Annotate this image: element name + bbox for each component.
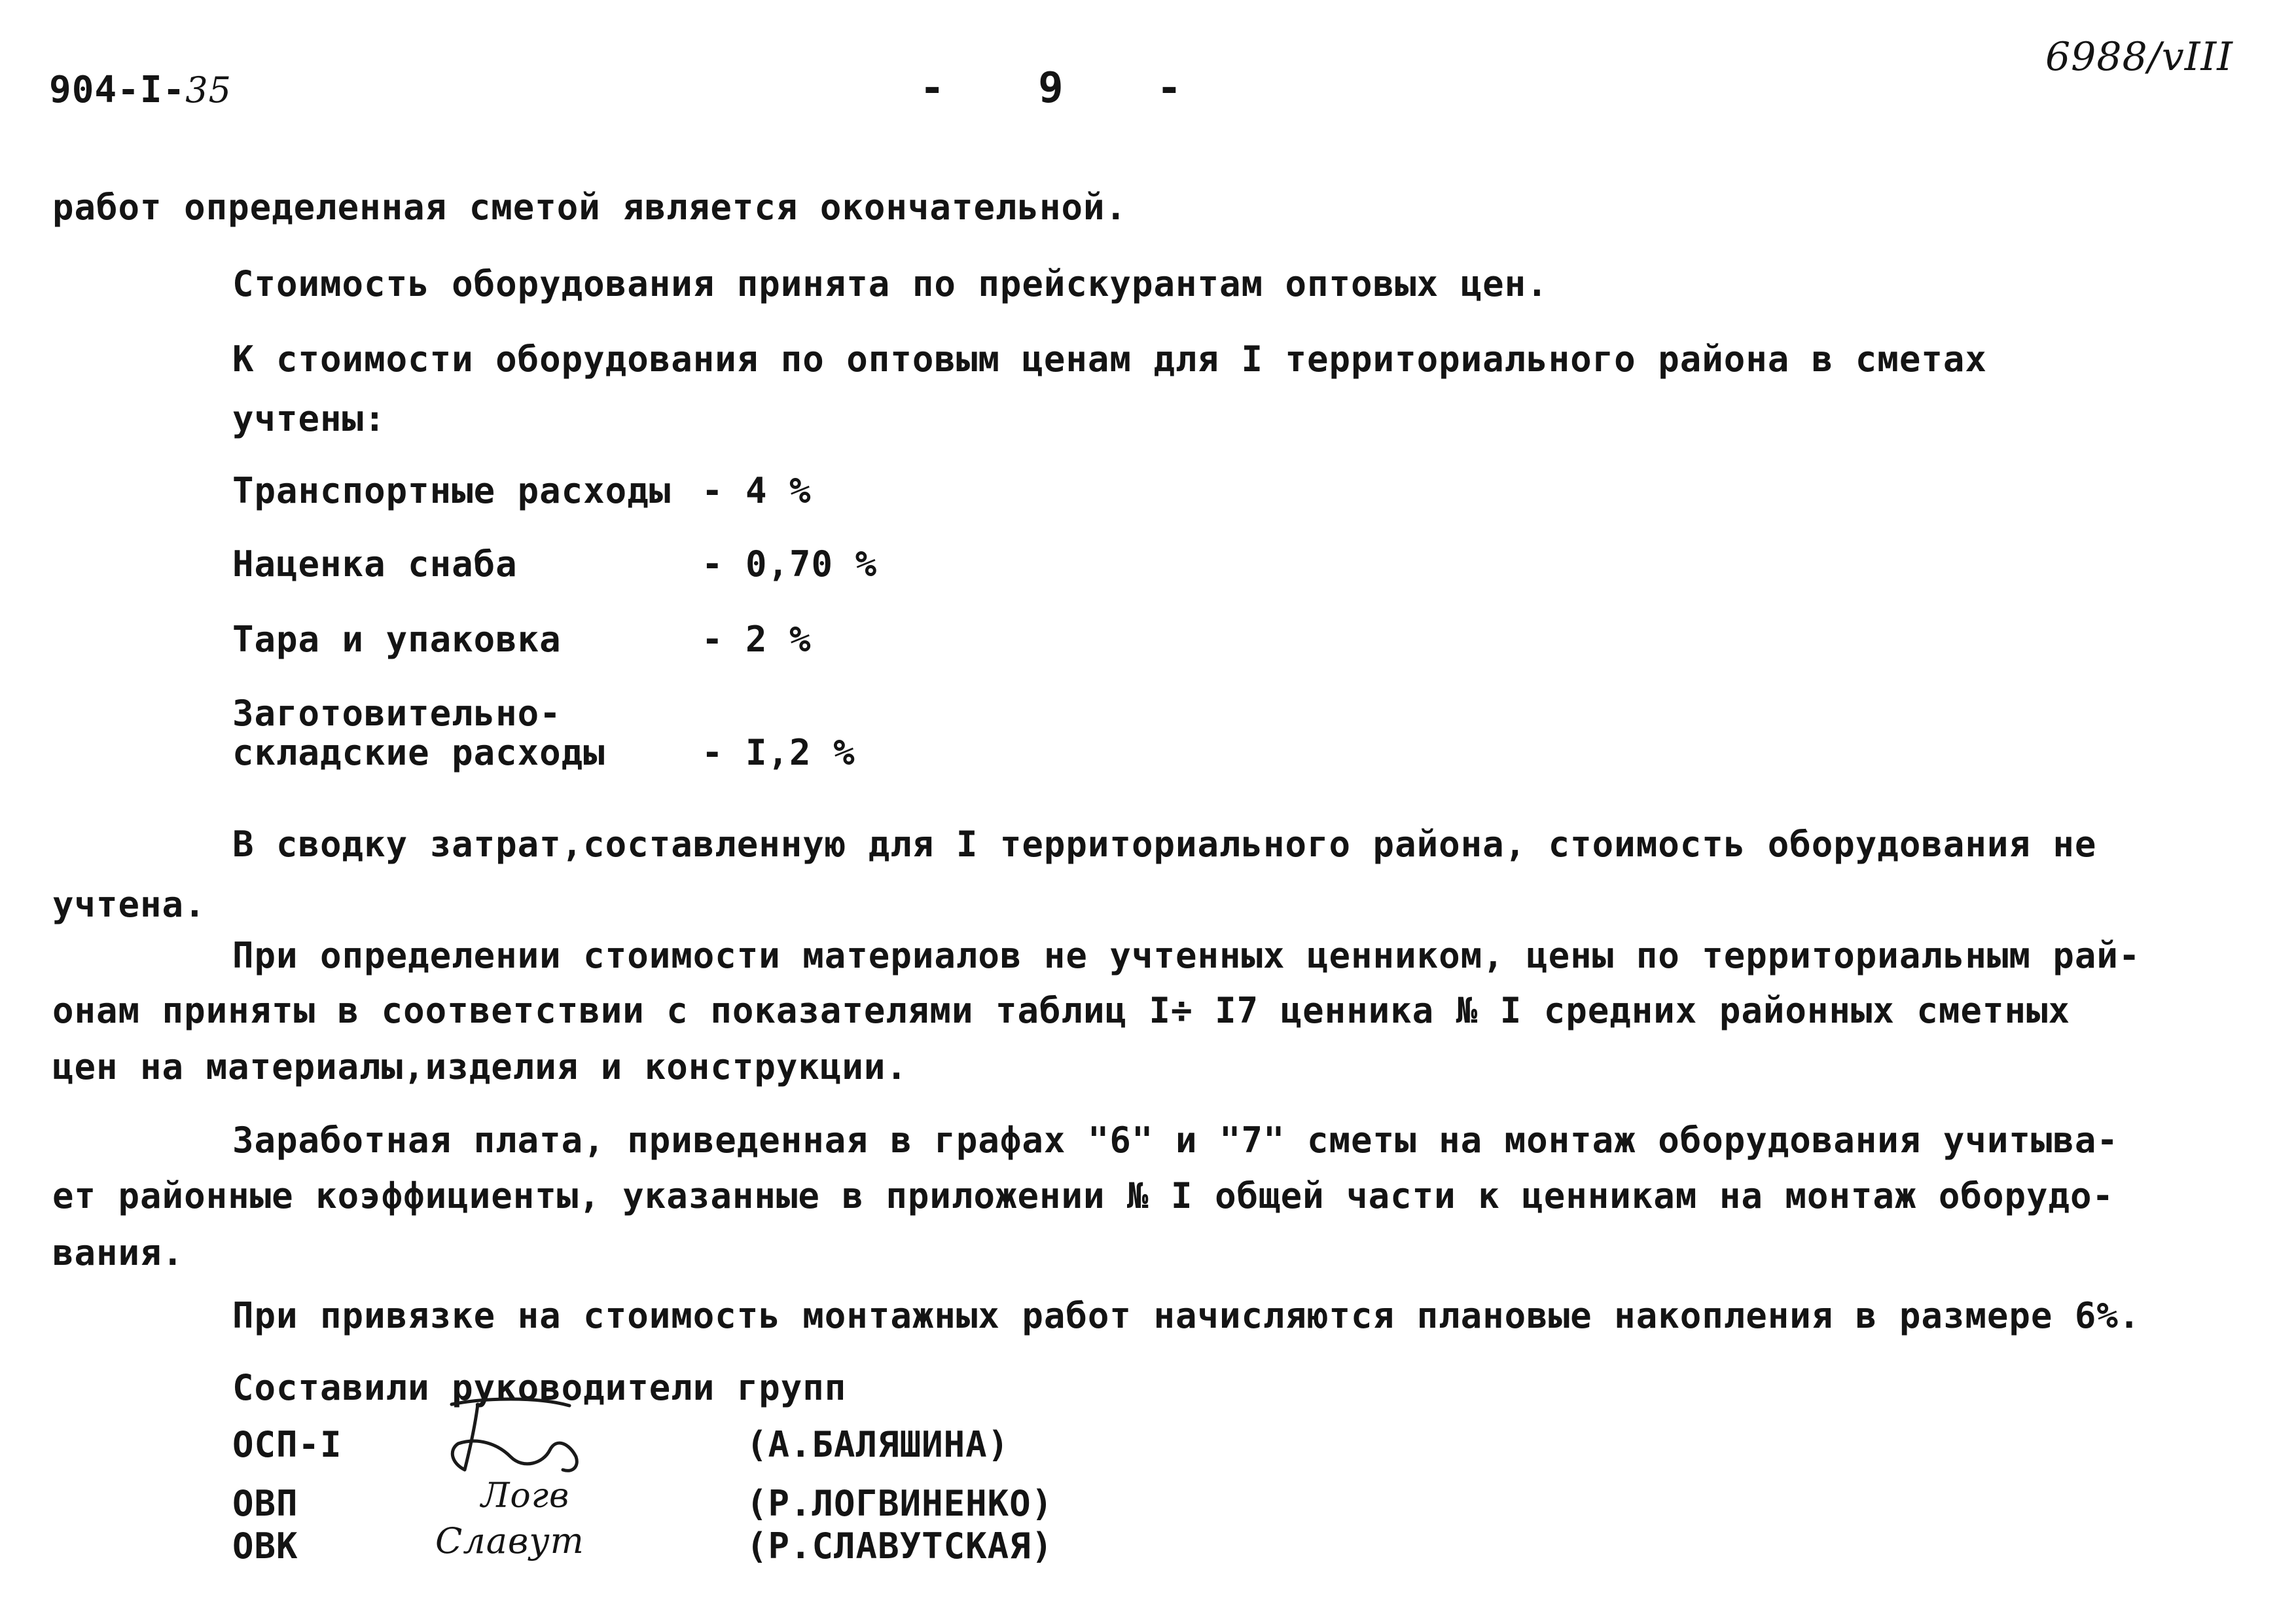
signature-name: (А.БАЛЯШИНА) <box>746 1424 1010 1465</box>
signatures-title: Составили руководители групп <box>232 1367 847 1408</box>
signature-name: (Р.СЛАВУТСКАЯ) <box>746 1525 1054 1567</box>
doc-code-suffix: 35 <box>185 69 232 111</box>
charge-name: Наценка снаба <box>232 543 518 585</box>
charge-value: - 4 % <box>702 470 812 511</box>
charge-value: - I,2 % <box>702 732 855 773</box>
para-materials-line-a: При определении стоимости материалов не учтенных ценником, цены по территориальным рай- <box>232 935 2141 976</box>
charge-name: Заготовительно- <box>232 693 562 734</box>
signature-dept: ОВП <box>232 1483 298 1524</box>
para-materials-line-c: цен на материалы,изделия и конструкции. <box>52 1046 908 1087</box>
body-line-3b: учтены: <box>232 398 386 439</box>
doc-code-main: 904-I- <box>49 69 186 111</box>
para-wages-line-b: ет районные коэффициенты, указанные в приложении № I общей части к ценникам на монтаж оборудо- <box>52 1175 2115 1216</box>
body-line-1: работ определенная сметой является окончательной. <box>52 187 1128 228</box>
para-savings: При привязке на стоимость монтажных работ начисляются плановые накопления в размере 6%. <box>232 1295 2141 1336</box>
body-line-2: Стоимость оборудования принята по прейскурантам оптовых цен. <box>232 263 1549 304</box>
para-materials-line-b: онам приняты в соответствии с показателями таблиц I÷ I7 ценника № I средних районных сметных <box>52 990 2070 1031</box>
para-summary-line-b: учтена. <box>52 884 206 925</box>
page-number: - 9 - <box>920 64 1216 113</box>
signature-dept: ОСП-I <box>232 1424 342 1465</box>
handwritten-signature-3: Славут <box>435 1520 584 1561</box>
para-wages-line-a: Заработная плата, приведенная в графах "6" и "7" сметы на монтаж оборудования учитыва- <box>232 1120 2119 1161</box>
body-line-3a: К стоимости оборудования по оптовым ценам для I территориального района в сметах <box>232 338 1987 380</box>
charge-name: Тара и упаковка <box>232 619 562 660</box>
signature-dept: ОВК <box>232 1525 298 1567</box>
handwritten-signature-1 <box>439 1391 596 1483</box>
archive-number: 6988/vIII <box>2045 34 2233 80</box>
para-summary-line-a: В сводку затрат,составленную для I территориального района, стоимость оборудования не <box>232 824 2097 865</box>
doc-code <box>49 69 232 111</box>
signature-name: (Р.ЛОГВИНЕНКО) <box>746 1483 1054 1524</box>
charge-name: Транспортные расходы <box>232 470 672 511</box>
handwritten-signature-2: Логв <box>481 1476 570 1516</box>
para-wages-line-c: вания. <box>52 1232 185 1273</box>
charge-name-cont: складские расходы <box>232 732 605 773</box>
charge-value: - 0,70 % <box>702 543 878 585</box>
charge-value: - 2 % <box>702 619 812 660</box>
